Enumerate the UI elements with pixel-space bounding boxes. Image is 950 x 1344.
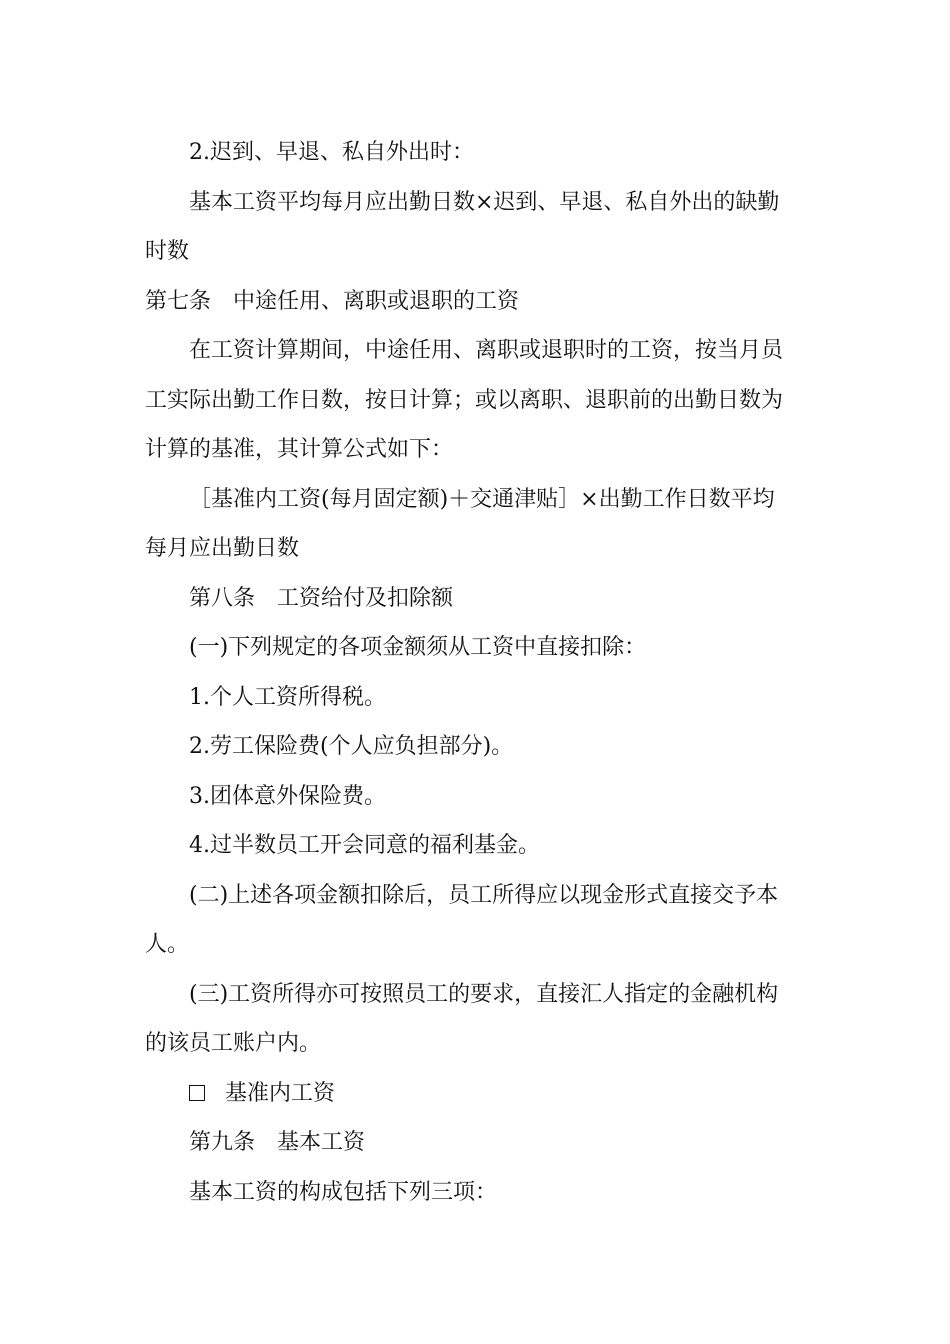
paragraph-bank-transfer: (三)工资所得亦可按照员工的要求，直接汇人指定的金融机构的该员工账户内。	[145, 981, 779, 1056]
document-page	[145, 128, 795, 1217]
checkbox-icon	[189, 1085, 205, 1101]
section-heading-base-wage	[145, 1069, 795, 1119]
article-7-heading: 第七条 中途任用、离职或退职的工资	[145, 288, 520, 314]
list-item-income-tax: 1.个人工资所得税。	[189, 684, 386, 710]
list-item-welfare-fund: 4.过半数员工开会同意的福利基金。	[189, 833, 540, 858]
list-item-labor-insurance: 2.劳工保险费(个人应负担部分)。	[189, 734, 514, 759]
section-heading-text: 基准内工资	[225, 1080, 336, 1106]
list-item-group-insurance: 3.团体意外保险费。	[189, 783, 386, 809]
paragraph-article-7-body: 在工资计算期间，中途任用、离职或退职时的工资，按当月员工实际出勤工作日数，按日计算；或以离职、退职前的出勤日数为计算的基准，其计算公式如下：	[145, 338, 784, 462]
paragraph-base-wage-components: 基本工资的构成包括下列三项：	[189, 1179, 498, 1205]
paragraph-formula-base-pay: ［基准内工资(每月固定额)＋交通津贴］×出勤工作日数平均每月应出勤日数	[145, 486, 775, 561]
article-9-heading: 第九条 基本工资	[189, 1130, 366, 1155]
paragraph-formula-absence: 基本工资平均每月应出勤日数×迟到、早退、私自外出的缺勤时数	[145, 189, 780, 264]
paragraph-deductions-intro: (一)下列规定的各项金额须从工资中直接扣除：	[189, 635, 647, 660]
paragraph-cash-payment: (二)上述各项金额扣除后，员工所得应以现金形式直接交予本人。	[145, 882, 779, 957]
paragraph-late-early: 2.迟到、早退、私自外出时：	[189, 140, 474, 165]
article-8-heading: 第八条 工资给付及扣除额	[189, 585, 454, 611]
